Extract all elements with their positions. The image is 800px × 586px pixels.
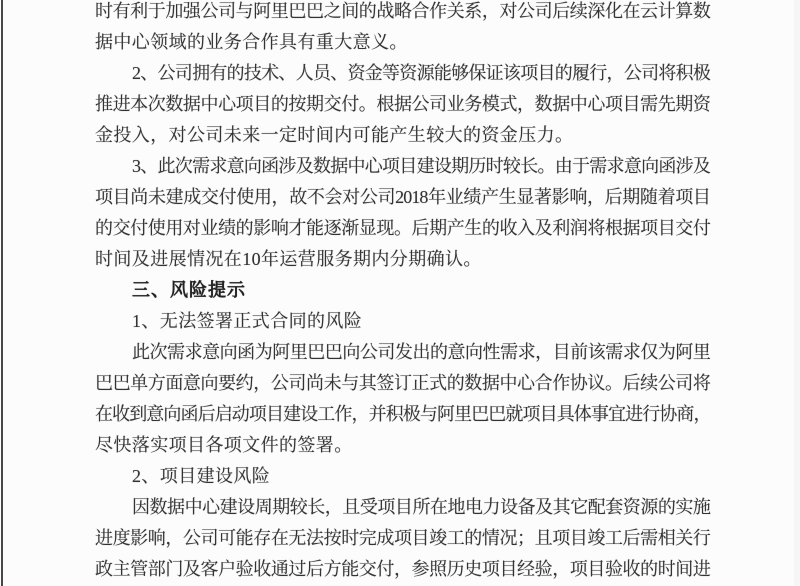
document-text-block — [95, 0, 710, 585]
text-line: 据中心领域的业务合作具有重大意义。 — [95, 32, 408, 52]
text-line: 的交付使用对业绩的影响才能逐渐显现。后期产生的收入及利润将根据项目交付 — [95, 218, 710, 238]
text-line: 2、项目建设风险 — [132, 466, 271, 486]
text-line: 此次需求意向函为阿里巴巴向公司发出的意向性需求，目前该需求仅为阿里 — [132, 342, 710, 362]
text-line: 2、公司拥有的技术、人员、资金等资源能够保证该项目的履行，公司将积极 — [132, 63, 710, 83]
text-line: 巴巴单方面意向要约，公司尚未与其签订正式的数据中心合作协议。后续公司将 — [95, 373, 710, 393]
text-line: 时有利于加强公司与阿里巴巴之间的战略合作关系，对公司后续深化在云计算数 — [95, 1, 710, 21]
text-line: 政主管部门及客户验收通过后方能交付，参照历史项目经验，项目验收的时间进 — [95, 559, 710, 579]
text-line: 进度影响，公司可能存在无法按时完成项目竣工的情况；且项目竣工后需相关行 — [95, 528, 710, 548]
text-line: 尽快落实项目各项文件的签署。 — [95, 435, 353, 455]
text-line: 时间及进展情况在10年运营服务期内分期确认。 — [95, 249, 482, 269]
text-line: 3、此次需求意向函涉及数据中心项目建设期历时较长。由于需求意向函涉及 — [132, 156, 710, 176]
page-left-edge-line — [1, 0, 3, 586]
page-right-shade — [794, 0, 800, 586]
text-line: 项目尚未建成交付使用，故不会对公司2018年业绩产生显著影响，后期随着项目 — [95, 187, 710, 207]
text-line: 在收到意向函后启动项目建设工作，并积极与阿里巴巴就项目具体事宜进行协商， — [95, 404, 711, 424]
text-line: 1、无法签署正式合同的风险 — [132, 311, 363, 331]
text-line: 因数据中心建设周期较长，且受项目所在地电力设备及其它配套资源的实施 — [132, 497, 710, 517]
text-line: 推进本次数据中心项目的按期交付。根据公司业务模式，数据中心项目需先期资 — [95, 94, 710, 114]
section-heading: 三、风险提示 — [132, 280, 246, 300]
text-line: 金投入，对公司未来一定时间内可能产生较大的资金压力。 — [95, 125, 574, 145]
